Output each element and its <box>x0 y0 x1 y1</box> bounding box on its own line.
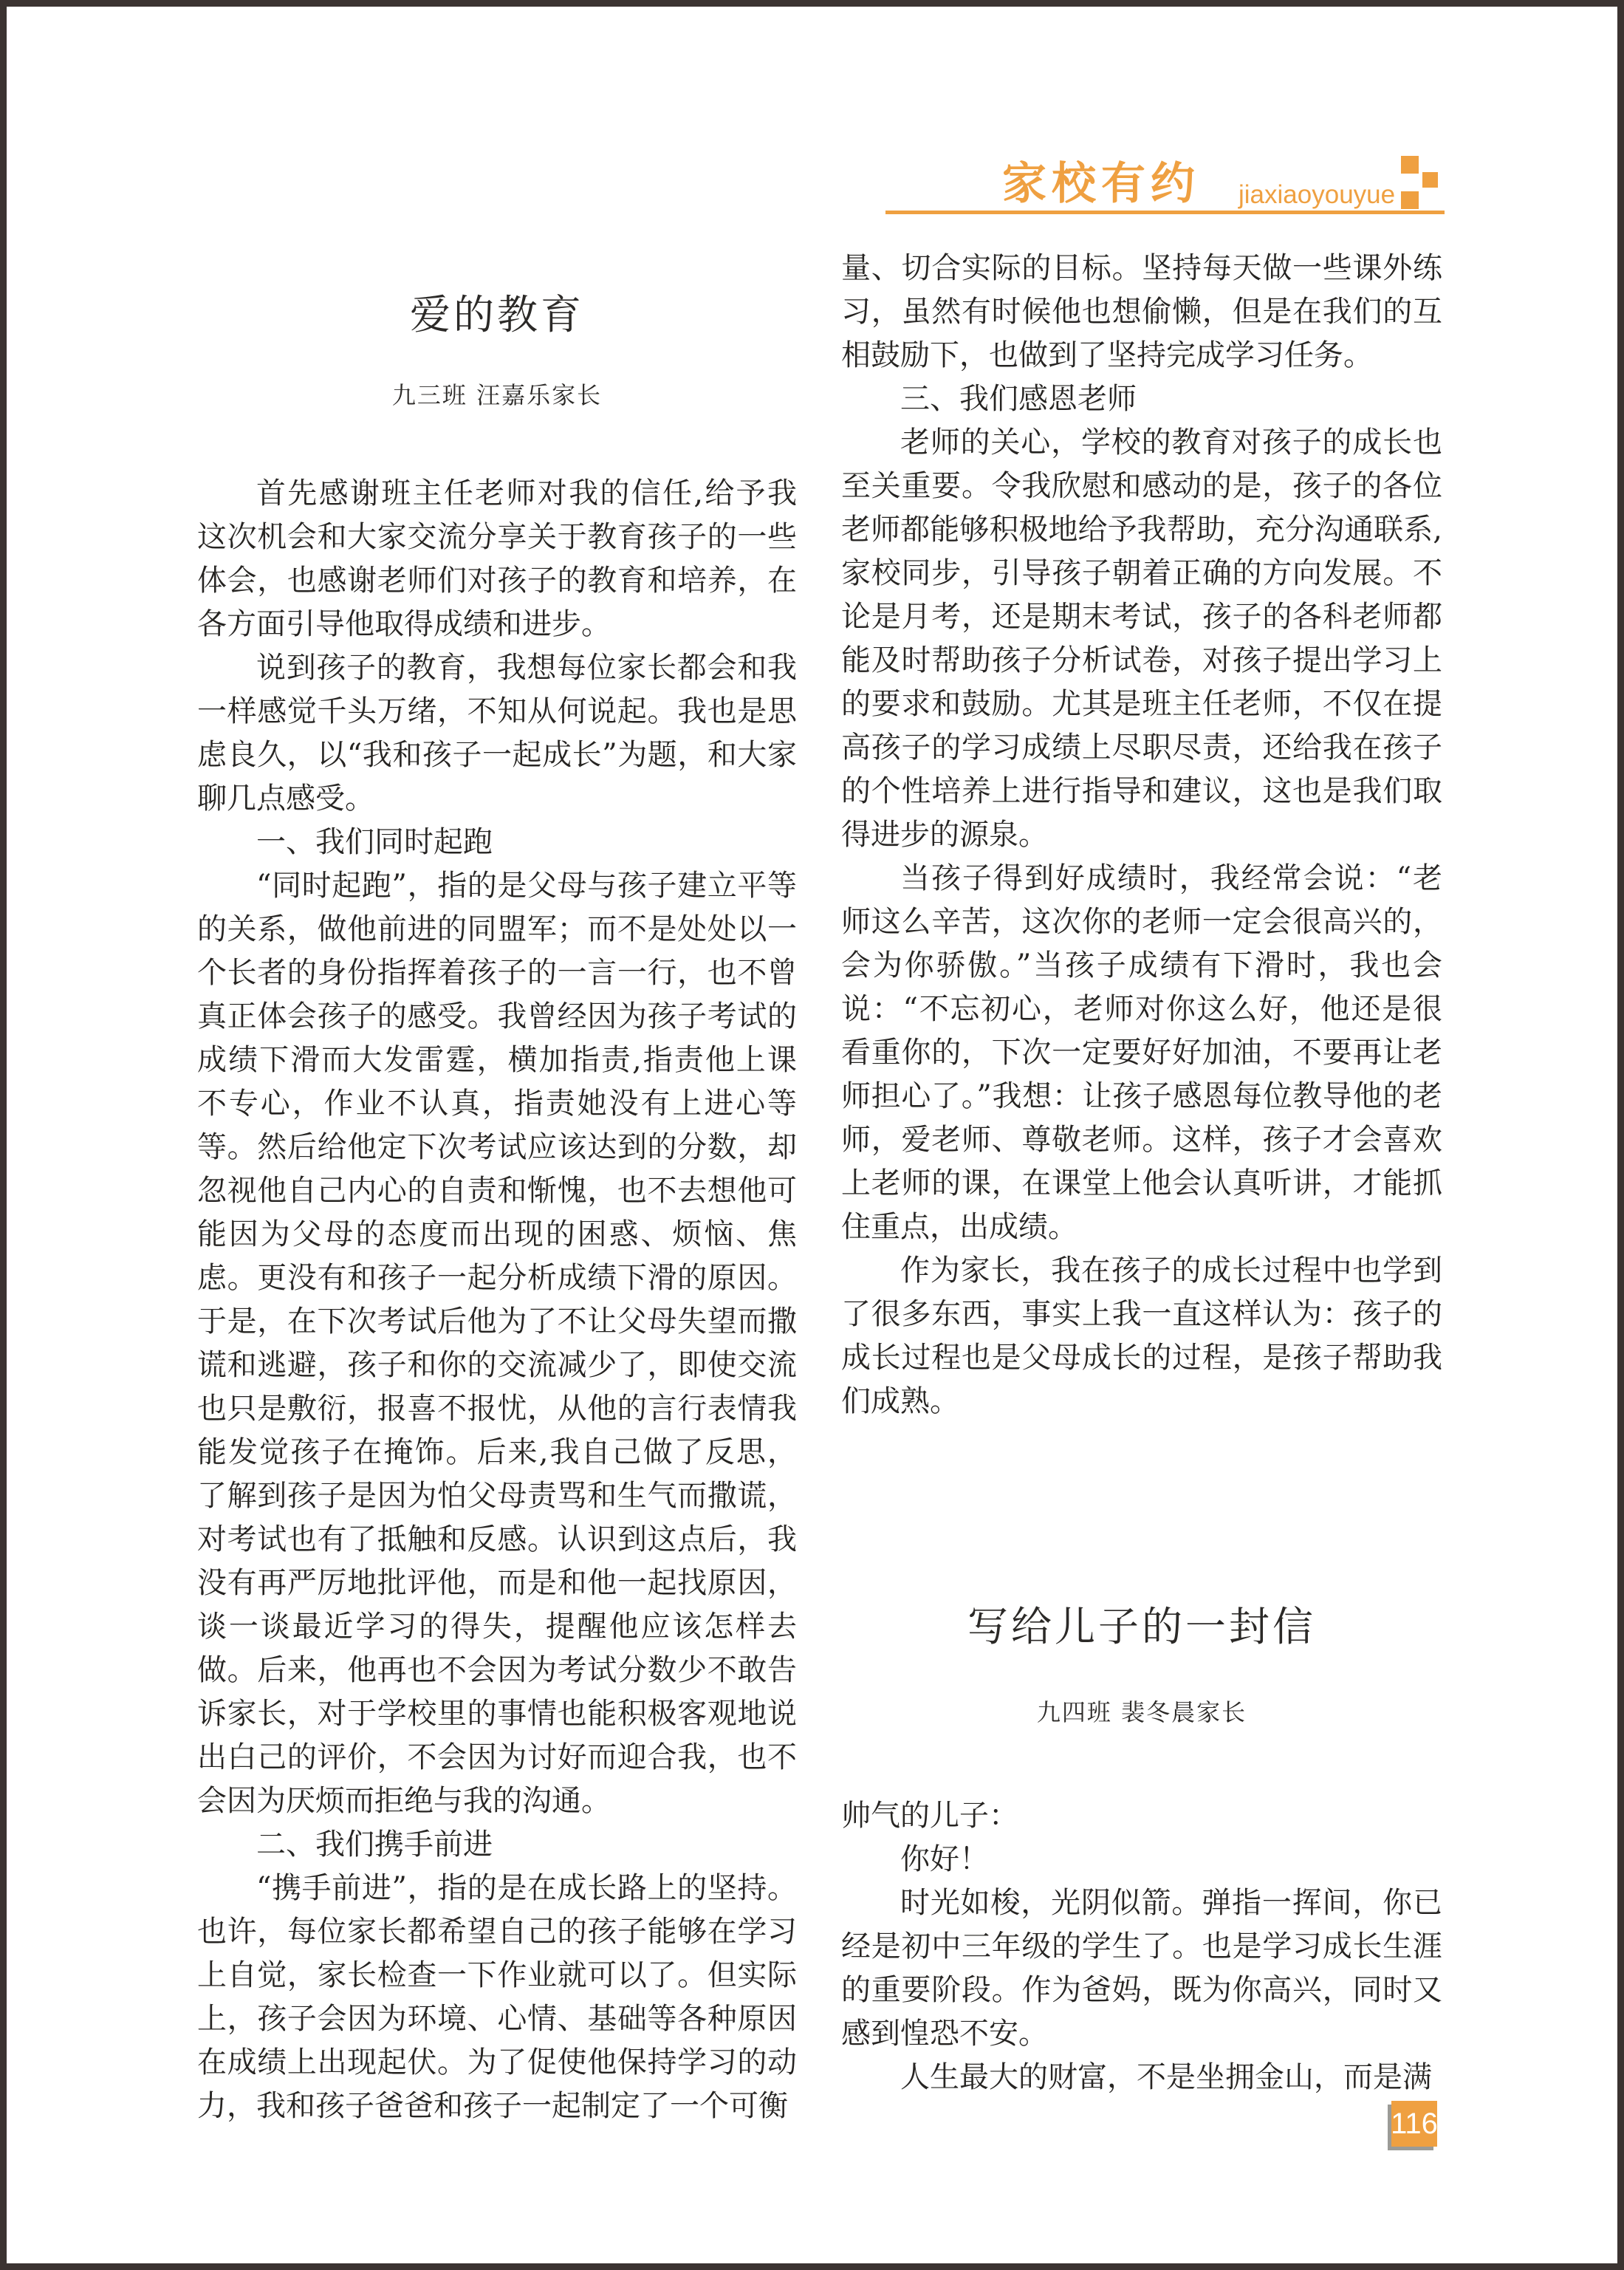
page-number-badge: 116 <box>1391 2101 1437 2147</box>
paragraph: “同时起跑”，指的是父母与孩子建立平等的关系，做他前进的同盟军；而不是处处以一个长者的身份指挥着孩子的一言一行，也不曾真正体会孩子的感受。我曾经因为孩子考试的成绩下滑而大发雷霆，横加指责,指责他上课不专心，作业不认真，指责她没有上进心等等。然后给他定下次考试应该达到的分数，却忽视他自己内心的自责和惭愧，也不去想他可能因为父母的态度而出现的困惑、烦恼、焦虑。更没有和孩子一起分析成绩下滑的原因。于是，在下次考试后他为了不让父母失望而撒谎和逃避，孩子和你的交流减少了，即使交流也只是敷衍，报喜不报忧，从他的言行表情我能发觉孩子在掩饰。后来,我自己做了反思，了解到孩子是因为怕父母责骂和生气而撒谎，对考试也有了抵触和反感。认识到这点后，我没有再严厉地批评他，而是和他一起找原因，谈一谈最近学习的得失，提醒他应该怎样去做。后来，他再也不会因为考试分数少不敢告诉家长，对于学校里的事情也能积极客观地说出白己的评价，不会因为讨好而迎合我，也不会因为厌烦而拒绝与我的沟通。 <box>197 869 797 1818</box>
paragraph: “携手前进”，指的是在成长路上的坚持。也许，每位家长都希望自己的孩子能够在学习上自觉，家长检查一下作业就可以了。但实际上，孩子会因为环境、心情、基础等各种原因在成绩上出现起伏。为了促使他保持学习的动力，我和孩子爸爸和孩子一起制定了一个可衡 <box>197 1871 797 2123</box>
section-logo-text: 家校有约 <box>1002 159 1200 208</box>
paragraph: 时光如梭，光阴似箭。弹指一挥间，你已经是初中三年级的学生了。也是学习成长生涯的重要阶段。作为爸妈，既为你高兴，同时又感到惶恐不安。 <box>841 1886 1442 2051</box>
paragraph: 首先感谢班主任老师对我的信任,给予我这次机会和大家交流分享关于教育孩子的一些体会，也感谢老师们对孩子的教育和培养，在各方面引导他取得成绩和进步。 <box>197 476 797 641</box>
header-underline <box>885 211 1445 214</box>
section-heading: 一、我们同时起跑 <box>256 825 493 859</box>
letter-salutation: 帅气的儿子： <box>841 1799 1018 1833</box>
paragraph: 人生最大的财富，不是坐拥金山，而是满 <box>900 2060 1432 2094</box>
paragraph: 说到孩子的教育，我想每位家长都会和我一样感觉千头万绪，不知从何说起。我也是思虑良久，以“我和孩子一起成长”为题，和大家聊几点感受。 <box>197 651 797 816</box>
paragraph-continuation: 量、切合实际的目标。坚持每天做一些课外练习，虽然有时候他也想偷懒，但是在我们的互相鼓励下，也做到了坚持完成学习任务。 <box>841 251 1442 372</box>
article-2-author: 九四班 裴冬晨家长 <box>1036 1698 1247 1726</box>
orange-square-icon <box>1401 191 1419 209</box>
article-2-title: 写给儿子的一封信 <box>967 1603 1316 1650</box>
paragraph: 作为家长，我在孩子的成长过程中也学到了很多东西，事实上我一直这样认为：孩子的成长过程也是父母成长的过程，是孩子帮助我们成熟。 <box>841 1254 1442 1418</box>
orange-square-icon <box>1422 172 1438 188</box>
section-heading: 三、我们感恩老师 <box>900 382 1137 416</box>
article-1-right-column <box>841 247 1442 1466</box>
letter-greeting: 你好！ <box>900 1842 989 1876</box>
section-heading: 二、我们携手前进 <box>256 1828 493 1862</box>
article-2-body <box>841 1794 1442 2178</box>
paragraph: 当孩子得到好成绩时，我经常会说：“老师这么辛苦，这次你的老师一定会很高兴的，会为你骄傲。”当孩子成绩有下滑时，我也会说：“不忘初心，老师对你这么好，他还是很看重你的，下次一定要好好加油，不要再让老师担心了。”我想：让孩子感恩每位教导他的老师，爱老师、尊敬老师。这样，孩子才会喜欢上老师的课，在课堂上他会认真听讲，才能抓住重点，出成绩。 <box>841 861 1442 1244</box>
orange-square-icon <box>1401 156 1419 174</box>
article-1-left-column <box>197 472 797 2164</box>
section-logo-pinyin: jiaxiaoyouyue <box>1238 180 1396 209</box>
article-1-title: 爱的教育 <box>409 291 584 338</box>
article-1-author: 九三班 汪嘉乐家长 <box>391 381 603 409</box>
paragraph: 老师的关心，学校的教育对孩子的成长也至关重要。令我欣慰和感动的是，孩子的各位老师都能够积极地给予我帮助，充分沟通联系,家校同步，引导孩子朝着正确的方向发展。不论是月考，还是期末考试，孩子的各科老师都能及时帮助孩子分析试卷，对孩子提出学习上的要求和鼓励。尤其是班主任老师，不仅在提高孩子的学习成绩上尽职尽责，还给我在孩子的个性培养上进行指导和建议，这也是我们取得进步的源泉。 <box>841 425 1442 852</box>
